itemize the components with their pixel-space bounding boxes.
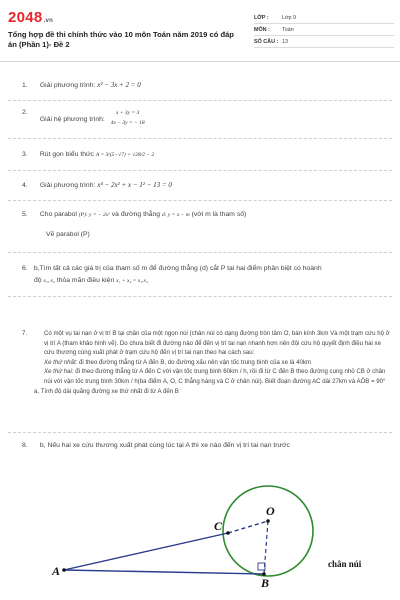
figure-caption: chân núi bbox=[328, 559, 362, 569]
line-math: d: y = x − m bbox=[161, 212, 190, 218]
question-7-intro: Có một vụ tai nạn ở vị trí B tại chân của một ngọn núi (chân núi có dạng đường tròn tâm O, bán kính 3km Và một trạm cứu hộ ở vị trí A (tham khảo hình vẽ). Do chưa biết đi đường nào để đến vị trí tai nạn nhanh hơn nên đội cứu hộ quyết định điều hai xe cứu thương cùng xuất phát ở trạm cứu hộ đến vị trí tai nạn theo hai cách sau: bbox=[44, 330, 390, 357]
question-text-after: (với m là tham số) bbox=[191, 211, 247, 218]
question-number: 5. bbox=[22, 211, 28, 218]
question-8 bbox=[22, 441, 290, 451]
question-5 bbox=[22, 210, 392, 220]
meta-value: Toán bbox=[282, 26, 294, 33]
point-c bbox=[226, 531, 230, 535]
question-1 bbox=[22, 80, 141, 91]
label-c: C bbox=[214, 519, 223, 533]
point-a bbox=[62, 568, 66, 572]
equation-system bbox=[111, 108, 145, 128]
document-title: Tổng hợp đề thi chính thức vào 10 môn Toán năm 2019 có đáp án (Phần 1)- Đề 2 bbox=[8, 30, 234, 49]
question-4 bbox=[22, 180, 172, 191]
question-number: 8. bbox=[22, 442, 28, 449]
meta-value: 13 bbox=[282, 38, 288, 45]
question-text-mid: và đường thẳng bbox=[111, 211, 162, 218]
site-logo[interactable] bbox=[8, 9, 53, 26]
point-o bbox=[266, 519, 270, 523]
divider bbox=[8, 170, 392, 171]
meta-row-class bbox=[254, 12, 394, 24]
question-number: 3. bbox=[22, 151, 28, 158]
meta-key: SỐ CÂU : bbox=[254, 38, 279, 45]
segment-ab bbox=[64, 570, 264, 574]
parabola-math: (P): y = − 2x² bbox=[78, 212, 110, 218]
car-1-label: Xe thứ nhất: bbox=[44, 358, 78, 366]
question-number: 7. bbox=[22, 330, 28, 337]
label-b: B bbox=[261, 576, 270, 590]
label-a: A bbox=[52, 564, 61, 578]
divider bbox=[8, 252, 392, 253]
divider bbox=[8, 138, 392, 139]
divider bbox=[8, 296, 392, 297]
label-o: O bbox=[266, 504, 275, 518]
question-text: độ bbox=[34, 277, 44, 284]
car-2-text: đi theo đường thẳng từ A đến C với vận tốc trung bình 60km / h, rồi đi từ C đến B theo đường cung nhỏ CB ở chân núi với vận tốc trung bình 30km / h(ba điểm A, O, C thẳng hàng và C ở chân núi). Biết đoạn đường AC dài 27km và AÔB = 90° bbox=[44, 368, 386, 385]
segment-co bbox=[228, 521, 268, 533]
page-header bbox=[0, 0, 400, 62]
question-number: 6. bbox=[22, 265, 28, 272]
question-number: 4. bbox=[22, 182, 28, 189]
geometry-figure bbox=[0, 455, 400, 600]
question-text-mid: thỏa mãn điều kiện bbox=[56, 277, 117, 284]
question-6 bbox=[22, 264, 392, 274]
question-text: b, Nếu hai xe cứu thương xuất phát cùng lúc tại A thì xe nào đến vị trí tai nạn trước bbox=[39, 442, 290, 449]
question-2 bbox=[22, 108, 145, 128]
roots-math: x₁, x₂ bbox=[43, 278, 55, 284]
equation-top: x + 3y = 3 bbox=[116, 110, 140, 116]
meta-key: LỚP : bbox=[254, 14, 269, 21]
logo-main: 2048 bbox=[8, 9, 43, 26]
question-7-body bbox=[44, 329, 392, 387]
car-2-label: Xe thứ hai: bbox=[44, 368, 74, 376]
question-7 bbox=[22, 329, 392, 396]
question-text: Giải hệ phương trình: bbox=[39, 116, 105, 123]
question-text: Cho parabol bbox=[39, 211, 77, 218]
question-text: Giải phương trình: bbox=[39, 82, 96, 89]
car-1-description bbox=[44, 358, 392, 368]
question-math: A = 3/(5−√7) + √28/2 − 2 bbox=[95, 152, 155, 158]
question-text: Giải phương trình: bbox=[39, 182, 96, 189]
meta-table bbox=[254, 12, 394, 48]
meta-row-subject bbox=[254, 24, 394, 36]
condition-math: x₁ + x₂ = x₁.x₂ bbox=[116, 278, 148, 284]
question-text: Rút gọn biểu thức bbox=[39, 151, 94, 158]
question-number: 1. bbox=[22, 82, 28, 89]
equation-bottom: 4x − 3y = − 18 bbox=[110, 120, 145, 126]
question-math: x⁴ − 2x² + x − 1² − 13 = 0 bbox=[97, 181, 172, 189]
question-number: 2. bbox=[22, 109, 28, 116]
logo-suffix: .vn bbox=[43, 18, 54, 24]
meta-value: Lớp 9 bbox=[282, 14, 297, 21]
divider bbox=[8, 100, 392, 101]
question-6-line2 bbox=[34, 276, 394, 286]
right-angle-marker bbox=[258, 563, 265, 570]
question-math: x² − 3x + 2 = 0 bbox=[97, 81, 141, 89]
question-3 bbox=[22, 150, 154, 160]
question-7-subtask-a: a, Tính độ dài quãng đường xe thứ nhất đi từ A đến B bbox=[34, 387, 179, 395]
divider bbox=[8, 200, 392, 201]
divider bbox=[8, 432, 392, 433]
car-2-description bbox=[44, 367, 392, 386]
question-text: b,Tìm tất cả các giá trị của tham số m để đường thẳng (d) cắt P tại hai điểm phân biệt có hoành bbox=[33, 265, 322, 272]
segment-ac bbox=[64, 533, 228, 570]
meta-key: MÔN : bbox=[254, 26, 270, 33]
car-1-text: đi theo đường thẳng từ A đến B, do đường xấu nên vận tốc trung bình của xe là 40km bbox=[77, 358, 312, 366]
meta-row-count bbox=[254, 36, 394, 48]
question-5-subtask: Vẽ parabol (P) bbox=[46, 231, 90, 238]
